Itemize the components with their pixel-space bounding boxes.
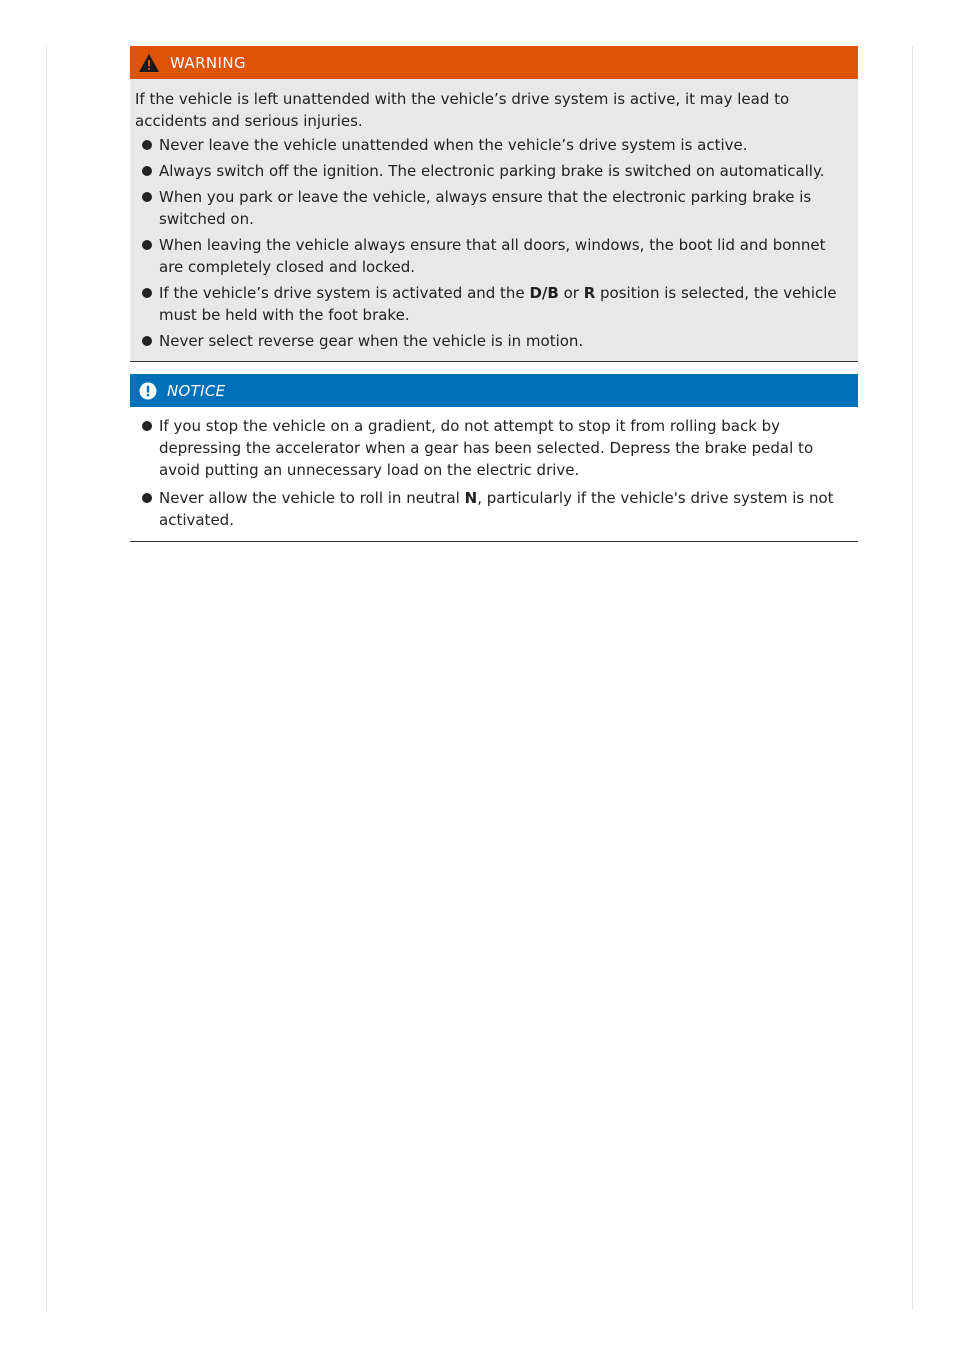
warning-header [130,46,858,79]
list-item: Never leave the vehicle unattended when the vehicle’s drive system is active. [135,134,848,156]
gear-position-n: N [464,489,478,507]
right-margin-line [912,46,913,1310]
notice-title: NOTICE [167,381,226,400]
notice-list [135,415,848,531]
warning-triangle-icon [138,53,160,73]
gear-position-r: R [583,284,596,302]
warning-body [130,79,858,361]
page-content [130,46,858,542]
bullet-icon [142,421,152,431]
exclamation-circle-icon [139,382,157,400]
notice-body [130,407,858,541]
left-margin-line [46,46,47,1310]
list-item: Never allow the vehicle to roll in neutral N, particularly if the vehicle's drive system is not activated. [135,487,848,531]
bullet-icon [142,336,152,346]
warning-box [130,46,858,362]
list-item: When leaving the vehicle always ensure that all doors, windows, the boot lid and bonnet are completely closed and locked. [135,234,848,278]
bullet-icon [142,240,152,250]
list-item: If you stop the vehicle on a gradient, do not attempt to stop it from rolling back by depressing the accelerator when a gear has been selected. Depress the brake pedal to avoid putting an unnecessary load on the electric drive. [135,415,848,481]
list-item: Always switch off the ignition. The electronic parking brake is switched on automatically. [135,160,848,182]
bullet-icon [142,192,152,202]
warning-list [135,134,848,352]
notice-box [130,374,858,542]
warning-title: WARNING [170,53,246,72]
warning-intro: If the vehicle is left unattended with the vehicle’s drive system is active, it may lead to accidents and serious injuries. [135,90,790,130]
list-item: When you park or leave the vehicle, always ensure that the electronic parking brake is switched on. [135,186,848,230]
bullet-icon [142,166,152,176]
bullet-icon [142,288,152,298]
list-item: If the vehicle’s drive system is activated and the D/B or R position is selected, the vehicle must be held with the foot brake. [135,282,848,326]
notice-header [130,374,858,407]
bullet-icon [142,140,152,150]
list-item: Never select reverse gear when the vehicle is in motion. [135,330,848,352]
gear-position-db: D/B [529,284,559,302]
bullet-icon [142,493,152,503]
